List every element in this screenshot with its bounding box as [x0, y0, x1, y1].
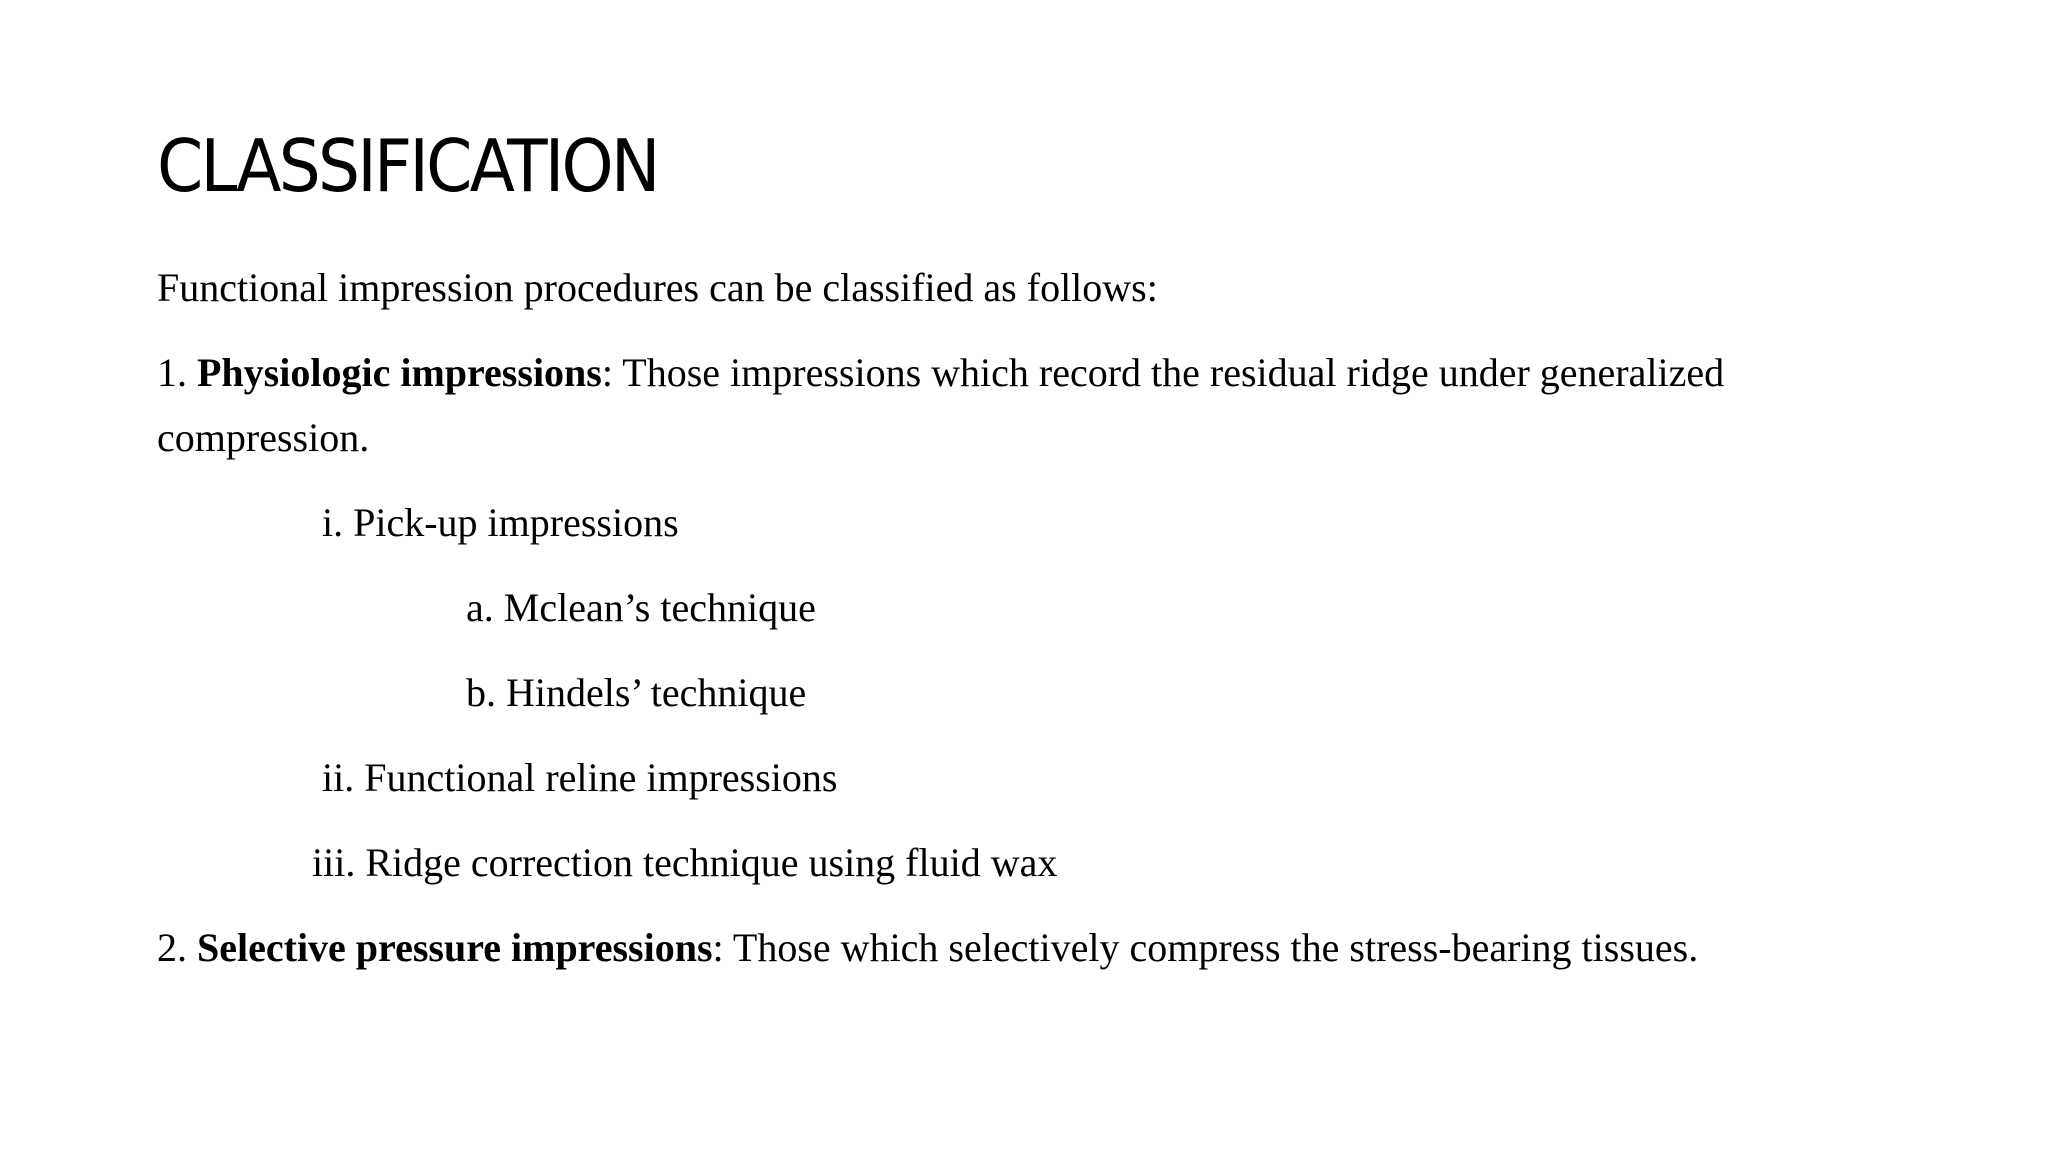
list-term: Selective pressure impressions	[197, 925, 713, 970]
intro-text: Functional impression procedures can be classified as follows:	[157, 265, 1158, 310]
list-number: 2.	[157, 925, 197, 970]
list-item-physiologic	[157, 350, 1725, 395]
sub-sub-item-hindels: b. Hindels’ technique	[466, 670, 807, 715]
list-description: : Those which selectively compress the stress-bearing tissues.	[712, 925, 1699, 970]
list-item-selective-pressure	[157, 925, 1699, 970]
list-description: : Those impressions which record the residual ridge under generalized	[601, 350, 1725, 395]
sub-sub-item-mclean: a. Mclean’s technique	[466, 585, 816, 630]
list-term: Physiologic impressions	[197, 350, 602, 395]
list-number: 1.	[157, 350, 197, 395]
sub-item-pickup: i. Pick-up impressions	[322, 500, 679, 545]
list-description-continued: compression.	[157, 415, 370, 460]
sub-item-functional-reline: ii. Functional reline impressions	[322, 755, 838, 800]
sub-item-ridge-correction: iii. Ridge correction technique using fluid wax	[312, 840, 1058, 885]
slide-title: CLASSIFICATION	[157, 124, 658, 208]
